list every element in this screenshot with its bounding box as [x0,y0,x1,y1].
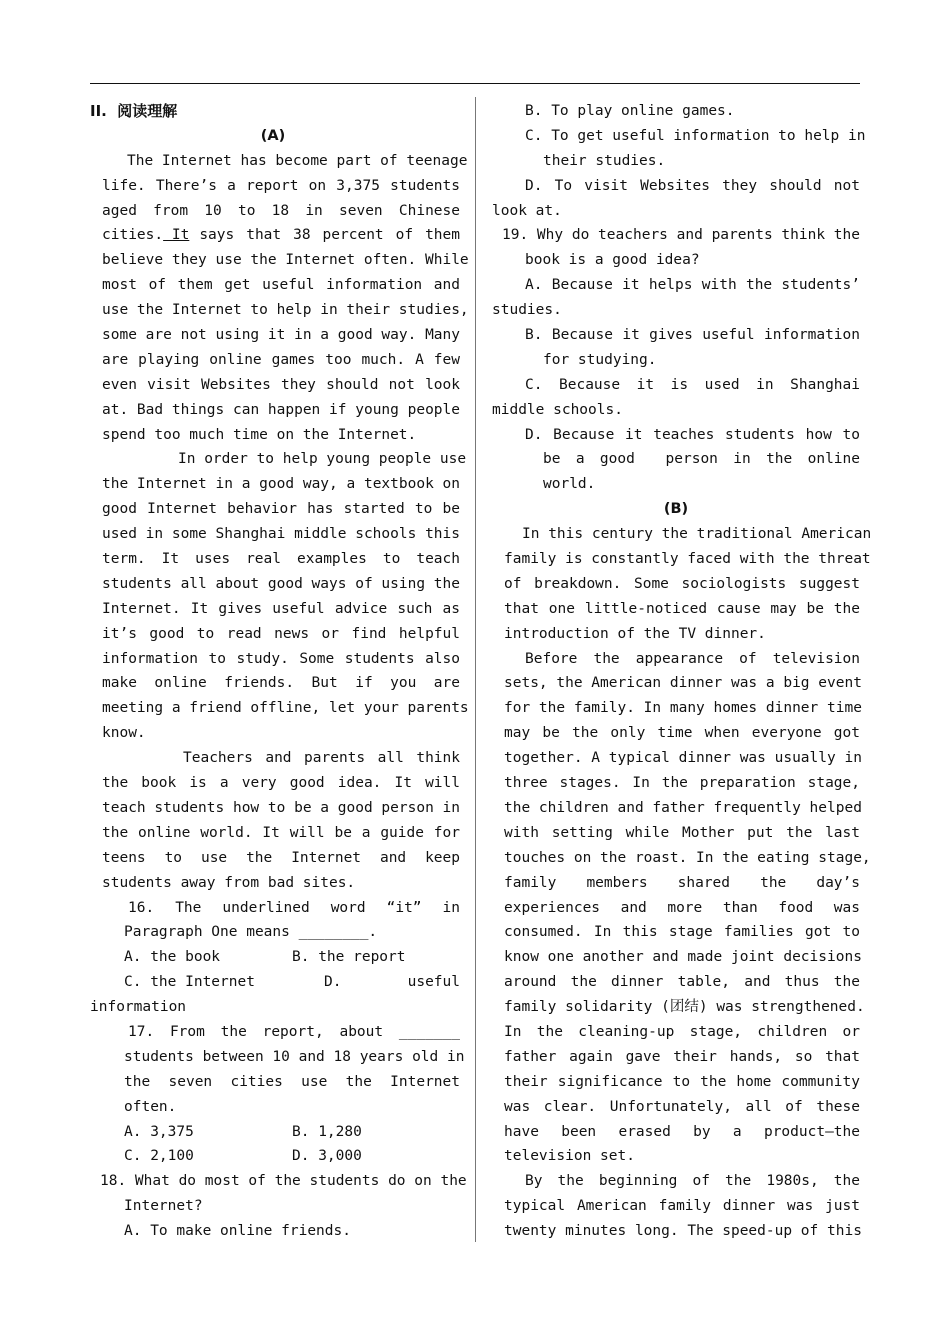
passage-a-title: (A) [260,127,286,144]
q16-options-cd [124,970,460,995]
q17-option-c: C. 2,100 [124,1148,194,1165]
passage-b-line: twenty minutes long. The speed-up of this [504,1223,862,1240]
q17-stem: the seven cities use the Internet [124,1073,460,1090]
q18-stem: 18. What do most of the students do on the [100,1173,467,1190]
passage-a-line: believe they use the Internet often. While [102,252,469,269]
passage-b-line: introduction of the TV dinner. [504,625,766,642]
underlined-word: It [163,227,190,244]
passage-b-line: typical American family dinner was just [504,1198,860,1215]
passage-b-line: their significance to the home community [504,1073,860,1090]
q19-option-c-cont: middle schools. [492,401,623,418]
passage-b-line: was clear. Unfortunately, all of these [504,1098,860,1115]
q19-option-a: A. Because it helps with the students’ [525,277,860,294]
q19-option-d-cont: be a good person in the online [543,451,860,468]
passage-b-line: sets, the American dinner was a big event [504,675,862,692]
q18-option-d-cont: look at. [492,202,562,219]
passage-a-line: are playing online games too much. A few [102,351,460,368]
passage-b-line: In this century the traditional American [522,526,872,543]
passage-a-line: meeting a friend offline, let your parents [102,700,469,717]
q17-stem: students between 10 and 18 years old in [124,1048,465,1065]
passage-a-line-underlined [102,223,460,248]
q16-option-d-cont: information [90,999,187,1016]
q18-option-a: A. To make online friends. [124,1223,351,1240]
passage-b-title: (B) [663,501,689,518]
passage-a-line-rest: says that 38 percent of them [199,227,460,244]
passage-a-line: the Internet in a good way, a textbook on [102,476,460,493]
passage-b-line: may be the only time when everyone got [504,725,860,742]
passage-a-line: the online world. It will be a guide for [102,824,460,841]
passage-a-line: know. [102,725,146,742]
passage-a-line: good Internet behavior has started to be [102,501,460,518]
q17-options-ab [124,1120,460,1145]
passage-a-line: students all about good ways of using the [102,575,460,592]
passage-b-line: experiences and more than food was [504,899,860,916]
passage-b-line: father again gave their hands, so that [504,1048,860,1065]
right-column [492,99,872,1244]
passage-b-line: television set. [504,1148,635,1165]
q17-option-a: A. 3,375 [124,1123,194,1140]
passage-b-line: have been erased by a product—the [504,1123,860,1140]
passage-a-line: used in some Shanghai middle schools this [102,526,460,543]
q19-option-d-cont: world. [543,476,596,493]
q18-option-c-cont: their studies. [543,152,666,169]
passage-b-line: consumed. In this stage families got to [504,924,860,941]
cities-text: cities. [102,227,164,244]
passage-a-line: information to study. Some students also [102,650,460,667]
passage-a-line: the book is a very good idea. It will [102,775,460,792]
passage-b-line: Before the appearance of television [525,650,860,667]
passage-a-line: In order to help young people use [178,451,467,468]
q16-stem: Paragraph One means ________. [124,924,378,941]
q16-option-b: B. the report [292,949,406,966]
passage-a-line: most of them get useful information and [102,277,460,294]
q18-option-d: D. To visit Websites they should not [525,177,860,194]
q16-options-ab [124,945,460,970]
passage-b-line: family members shared the day’s [504,874,860,891]
q17-stem: 17. From the report, about _______ [128,1023,460,1040]
passage-b-line: family is constantly faced with the threat [504,551,871,568]
passage-a-line: teens to use the Internet and keep [102,849,460,866]
q16-option-a: A. the book [124,949,221,966]
section-heading: II. 阅读理解 [90,102,178,120]
passage-a-line: Teachers and parents all think [183,750,460,767]
q17-option-d: D. 3,000 [292,1148,362,1165]
q19-option-c: C. Because it is used in Shanghai [525,376,860,393]
q18-stem: Internet? [124,1198,203,1215]
passage-b-line: around the dinner table, and thus the [504,974,860,991]
passage-b-line: the children and father frequently helped [504,799,862,816]
passage-b-line: In the cleaning-up stage, children or [504,1023,860,1040]
passage-a-line: aged from 10 to 18 in seven Chinese [102,202,460,219]
passage-b-line: By the beginning of the 1980s, the [525,1173,860,1190]
passage-b-line: with setting while Mother put the last [504,824,860,841]
q19-option-b: B. Because it gives useful information [525,327,860,344]
passage-b-line: touches on the roast. In the eating stage, [504,849,871,866]
passage-a-line: some are not using it in a good way. Many [102,327,460,344]
passage-b-line: know one another and made joint decisions [504,949,862,966]
q18-option-b: B. To play online games. [525,103,735,119]
q16-option-d: D. useful [324,974,460,991]
passage-b-line: that one little-noticed cause may be the [504,600,860,617]
q16-option-c: C. the Internet [124,974,255,991]
passage-a-line: make online friends. But if you are [102,675,460,692]
passage-a-line: The Internet has become part of teenage [127,152,468,169]
passage-a-line: teach students how to be a good person in [102,799,460,816]
q19-stem: book is a good idea? [525,252,700,269]
q17-stem: often. [124,1098,177,1115]
column-divider [475,97,476,1242]
passage-a-line: term. It uses real examples to teach [102,551,460,568]
passage-a-line: spend too much time on the Internet. [102,426,417,443]
passage-a-line: use the Internet to help in their studies, [102,302,469,319]
passage-a-line: it’s good to read news or find helpful [102,625,460,642]
passage-a-line: life. There’s a report on 3,375 students [102,177,460,194]
passage-a-line: even visit Websites they should not look [102,376,460,393]
q17-option-b: B. 1,280 [292,1123,362,1140]
passage-b-line: three stages. In the preparation stage, [504,775,860,792]
q19-option-a-cont: studies. [492,302,562,319]
q19-option-b-cont: for studying. [543,351,657,368]
passage-a-line: at. Bad things can happen if young people [102,401,460,418]
passage-a-line: Internet. It gives useful advice such as [102,600,460,617]
q19-option-d: D. Because it teaches students how to [525,426,860,443]
passage-b-line: for the family. In many homes dinner time [504,700,862,717]
q18-option-c: C. To get useful information to help in [525,127,866,144]
q19-stem: 19. Why do teachers and parents think the [502,227,860,244]
q16-stem: 16. The underlined word “it” in [128,899,460,916]
passage-b-line: of breakdown. Some sociologists suggest [504,575,860,592]
left-column [90,99,469,1244]
q17-options-cd [124,1144,460,1169]
passage-a-line: students away from bad sites. [102,874,356,891]
passage-b-line: family solidarity (团结) was strengthened. [504,999,865,1016]
passage-b-line: together. A typical dinner was usually in [504,750,862,767]
top-rule [90,83,860,84]
